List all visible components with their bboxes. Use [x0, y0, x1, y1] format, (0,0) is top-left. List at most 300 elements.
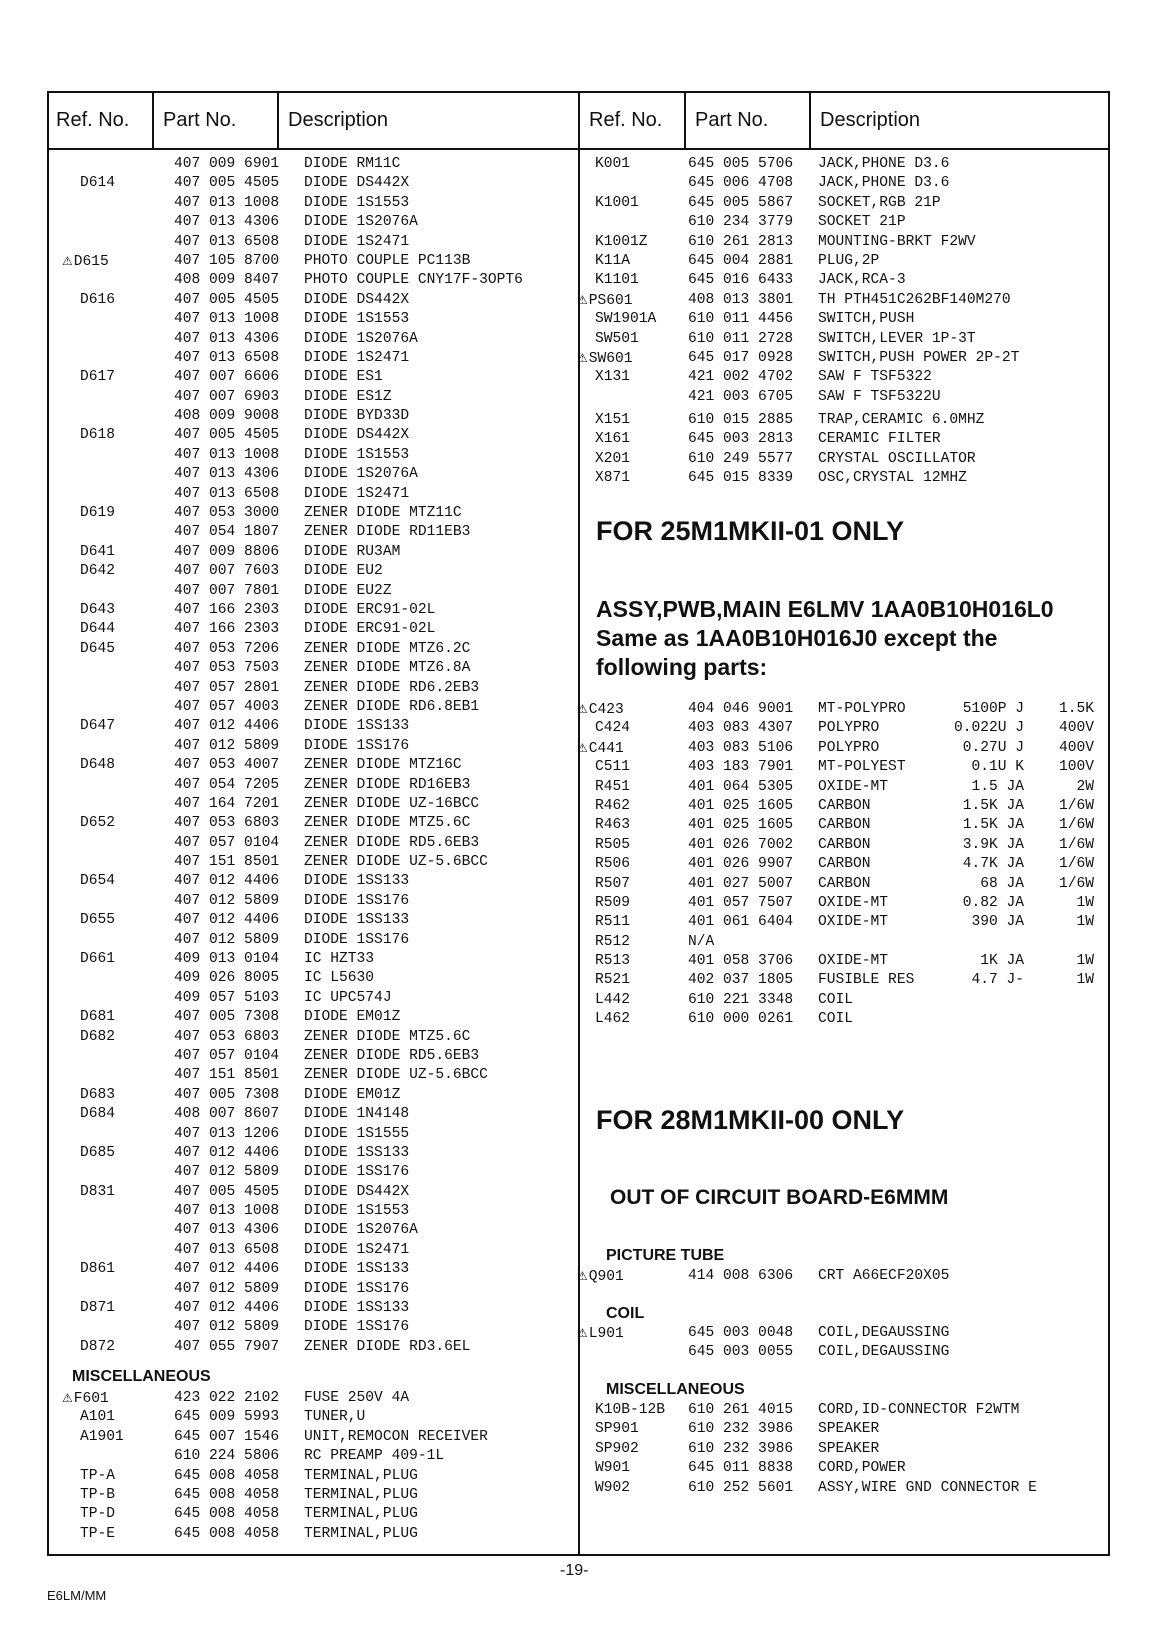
- picture-tube-list: [577, 1267, 1110, 1286]
- ref-no: [80, 814, 115, 833]
- part-no: 645 003 0055: [688, 1344, 794, 1361]
- part-row: [47, 834, 577, 853]
- part-row: [47, 523, 577, 542]
- part-row: [47, 485, 577, 504]
- part-row: [577, 739, 1110, 758]
- part-row: [47, 911, 577, 930]
- assy-line-2: Same as 1AA0B10H016J0 except the: [596, 625, 998, 651]
- part-row: [580, 411, 1110, 430]
- description: UNIT,REMOCON RECEIVER: [304, 1428, 488, 1445]
- part-no: 407 013 1008: [174, 446, 280, 463]
- ref-no-text: K11A: [595, 252, 631, 269]
- part-no: 407 012 5809: [174, 1280, 280, 1297]
- part-no: 423 022 2102: [174, 1390, 280, 1406]
- part-row: [47, 213, 577, 232]
- part-row: [47, 504, 577, 523]
- ref-no-text: W901: [595, 1460, 631, 1477]
- rating: 1W: [1076, 914, 1094, 931]
- part-no: 407 151 8501: [174, 1067, 280, 1084]
- part-row: [47, 620, 577, 639]
- ref-no: [595, 1459, 630, 1478]
- part-row: [47, 853, 577, 872]
- part-row: [577, 349, 1110, 368]
- ref-no-text: D614: [80, 175, 116, 192]
- ref-no: [80, 291, 115, 310]
- part-no: 421 002 4702: [688, 369, 794, 386]
- description: OXIDE-MT: [818, 894, 889, 911]
- description: JACK,PHONE D3.6: [818, 175, 950, 192]
- part-no: 407 012 4406: [174, 1261, 280, 1278]
- description: CRT A66ECF20X05: [818, 1268, 950, 1284]
- ref-no: [595, 1440, 639, 1459]
- description: PLUG,2P: [818, 252, 880, 269]
- part-row: [47, 252, 577, 271]
- part-row: [47, 291, 577, 310]
- part-row: [580, 952, 1110, 971]
- part-no: 645 009 5993: [174, 1409, 280, 1426]
- part-row: [47, 543, 577, 562]
- description: DIODE 1S1553: [304, 1203, 410, 1220]
- part-no: 610 234 3779: [688, 214, 794, 231]
- description: MT-POLYPRO: [818, 701, 906, 717]
- description: ZENER DIODE UZ-16BCC: [304, 795, 480, 812]
- description: DIODE 1SS133: [304, 912, 410, 929]
- ref-no-text: C441: [588, 740, 624, 757]
- ref-no-text: R507: [595, 875, 631, 892]
- description: DIODE 1SS133: [304, 718, 410, 735]
- part-row: [580, 330, 1110, 349]
- part-no: N/A: [688, 933, 715, 950]
- part-row: [47, 1280, 577, 1299]
- part-no: 610 221 3348: [688, 991, 794, 1008]
- description: PHOTO COUPLE PC113B: [304, 252, 471, 269]
- rating: 100V: [1058, 759, 1094, 776]
- part-row: [580, 310, 1110, 329]
- picture-tube-heading: PICTURE TUBE: [606, 1247, 725, 1264]
- part-no: 401 025 1605: [688, 797, 794, 814]
- part-no: 407 053 6803: [174, 1028, 280, 1045]
- part-no: 610 252 5601: [688, 1479, 794, 1496]
- part-row: [577, 1267, 1110, 1286]
- part-no: 407 053 4007: [174, 757, 280, 774]
- part-row: [47, 1066, 577, 1085]
- ref-no: [595, 1010, 630, 1029]
- ref-no-text: R513: [595, 953, 631, 970]
- description: DIODE 1SS176: [304, 931, 410, 948]
- part-no: 403 083 5106: [688, 739, 794, 756]
- part-no: 407 013 6508: [174, 349, 280, 366]
- ref-no-text: D644: [80, 621, 116, 638]
- part-row: [580, 430, 1110, 449]
- ref-no-text: D616: [80, 291, 116, 308]
- part-row: [580, 1479, 1110, 1498]
- part-no: 645 003 2813: [688, 431, 794, 448]
- ref-no: [595, 310, 656, 329]
- description: DIODE 1SS176: [304, 1164, 410, 1181]
- part-no: 407 013 1008: [174, 311, 280, 328]
- ref-no: [595, 411, 630, 430]
- description: OSC,CRYSTAL 12MHZ: [818, 470, 967, 487]
- part-row: [580, 894, 1110, 913]
- ref-no: [80, 174, 115, 193]
- part-row: [47, 465, 577, 484]
- part-row: [580, 213, 1110, 232]
- description: TERMINAL,PLUG: [304, 1467, 418, 1484]
- part-no: 407 164 7201: [174, 795, 280, 812]
- ref-no: [577, 1267, 624, 1287]
- section-28-subtitle: OUT OF CIRCUIT BOARD-E6MMM: [610, 1186, 949, 1209]
- description: IC HZT33: [304, 951, 375, 968]
- ref-no-text: L442: [595, 991, 631, 1008]
- description: TERMINAL,PLUG: [304, 1525, 418, 1542]
- ref-no-text: SW1901A: [595, 311, 657, 328]
- part-row: [47, 1144, 577, 1163]
- part-row: [47, 1525, 577, 1544]
- part-no: 409 026 8005: [174, 970, 280, 987]
- description: OXIDE-MT: [818, 778, 889, 795]
- left-misc-list: [47, 1389, 577, 1544]
- part-no: 407 057 4003: [174, 698, 280, 715]
- description: DIODE ERC91-02L: [304, 621, 436, 638]
- ref-no: [595, 875, 630, 894]
- ref-no-text: D871: [80, 1300, 116, 1317]
- part-row: [47, 1105, 577, 1124]
- assy-line-1: ASSY,PWB,MAIN E6LMV 1AA0B10H016L0: [596, 596, 1054, 622]
- description: DIODE DS442X: [304, 427, 410, 444]
- description: DIODE 1S2076A: [304, 214, 418, 231]
- part-no: 407 007 7801: [174, 582, 280, 599]
- part-row: [47, 1183, 577, 1202]
- part-no: 401 027 5007: [688, 875, 794, 892]
- right-misc-list: [580, 1401, 1110, 1498]
- rating: 2W: [1076, 778, 1094, 795]
- ref-no-text: C424: [595, 720, 631, 737]
- description: DIODE 1S2076A: [304, 466, 418, 483]
- part-no: 407 053 7206: [174, 640, 280, 657]
- part-no: 407 057 2801: [174, 679, 280, 696]
- ref-no: [80, 1144, 115, 1163]
- ref-no-text: D654: [80, 873, 116, 890]
- part-row: [580, 1401, 1110, 1420]
- description: CARBON: [818, 797, 871, 814]
- part-no: 645 006 4708: [688, 175, 794, 192]
- description: SAW F TSF5322: [818, 369, 932, 386]
- safety-warning-icon: ⚠: [62, 1391, 73, 1405]
- ref-no: [595, 368, 630, 387]
- value: 0.82 JA: [962, 894, 1024, 911]
- part-no: 407 012 4406: [174, 873, 280, 890]
- ref-no-text: D615: [73, 253, 109, 270]
- description: SOCKET 21P: [818, 214, 906, 231]
- ref-no: [80, 620, 115, 639]
- ref-no-text: R505: [595, 836, 631, 853]
- right-parts-list: [577, 155, 1110, 489]
- part-no: 401 026 7002: [688, 836, 794, 853]
- ref-no: [595, 894, 630, 913]
- description: ZENER DIODE RD16EB3: [304, 776, 471, 793]
- description: DIODE 1S1553: [304, 446, 410, 463]
- ref-no-text: D617: [80, 369, 116, 386]
- part-no: 407 012 5809: [174, 892, 280, 909]
- ref-no-text: D618: [80, 427, 116, 444]
- ref-no: [80, 1428, 124, 1447]
- part-row: [47, 1202, 577, 1221]
- description: TERMINAL,PLUG: [304, 1506, 418, 1523]
- rating: 1/6W: [1058, 836, 1094, 853]
- ref-no-text: A1901: [80, 1428, 124, 1445]
- ref-no-text: TP-D: [80, 1506, 116, 1523]
- ref-no: [80, 872, 115, 891]
- safety-warning-icon: ⚠: [577, 292, 588, 307]
- safety-warning-icon: ⚠: [62, 253, 73, 268]
- part-row: [580, 933, 1110, 952]
- part-row: [47, 1428, 577, 1447]
- ref-no-text: W902: [595, 1479, 631, 1496]
- ref-no: [595, 913, 630, 932]
- ref-no-text: R462: [595, 797, 631, 814]
- part-row: [580, 1010, 1110, 1029]
- description: TUNER,U: [304, 1409, 366, 1426]
- rating: 1.5K: [1058, 701, 1094, 717]
- ref-no: [595, 430, 630, 449]
- part-no: 407 013 4306: [174, 1222, 280, 1239]
- description: DIODE 1SS133: [304, 873, 410, 890]
- ref-no-text: K1001: [595, 194, 639, 211]
- part-no: 407 166 2303: [174, 601, 280, 618]
- part-no: 403 183 7901: [688, 759, 794, 776]
- part-row: [47, 426, 577, 445]
- part-no: 645 004 2881: [688, 252, 794, 269]
- ref-no: [80, 1028, 115, 1047]
- ref-no: [595, 758, 630, 777]
- ref-no-text: X201: [595, 450, 631, 467]
- ref-no: [80, 1086, 115, 1105]
- description: TH PTH451C262BF140M270: [818, 291, 1011, 308]
- ref-no-text: C423: [588, 702, 624, 718]
- section-25-title: FOR 25M1MKII-01 ONLY: [596, 516, 905, 546]
- description: COIL: [818, 991, 854, 1008]
- description: DIODE ES1Z: [304, 388, 392, 405]
- ref-no: [80, 543, 115, 562]
- part-row: [580, 991, 1110, 1010]
- part-row: [47, 388, 577, 407]
- header-ref-no-right: Ref. No.: [589, 108, 663, 131]
- part-no: 401 057 7507: [688, 894, 794, 911]
- part-row: [580, 1420, 1110, 1439]
- description: PHOTO COUPLE CNY17F-3OPT6: [304, 272, 523, 289]
- part-row: [47, 892, 577, 911]
- description: ASSY,WIRE GND CONNECTOR E: [818, 1479, 1037, 1496]
- ref-no: [80, 1525, 115, 1544]
- rating: 1W: [1076, 953, 1094, 970]
- description: DIODE 1SS133: [304, 1261, 410, 1278]
- part-no: 421 003 6705: [688, 388, 794, 405]
- description: DIODE 1S1555: [304, 1125, 410, 1142]
- ref-no-text: D642: [80, 563, 116, 580]
- description: DIODE 1S1553: [304, 311, 410, 328]
- safety-warning-icon: ⚠: [577, 740, 588, 755]
- rating: 1W: [1076, 894, 1094, 911]
- value: 1K JA: [980, 953, 1024, 970]
- part-no: 407 053 3000: [174, 505, 280, 522]
- part-no: 610 015 2885: [688, 412, 794, 429]
- description: ZENER DIODE MTZ6.2C: [304, 640, 471, 657]
- description: COIL: [818, 1011, 854, 1028]
- part-row: [47, 969, 577, 988]
- ref-no: [80, 504, 115, 523]
- part-no: 408 007 8607: [174, 1106, 280, 1123]
- value: 68 JA: [980, 875, 1024, 892]
- part-row: [47, 1125, 577, 1144]
- ref-no-text: TP-B: [80, 1486, 116, 1503]
- value: 0.022U J: [953, 720, 1024, 737]
- part-no: 407 005 4505: [174, 175, 280, 192]
- ref-no: [595, 971, 630, 990]
- description: MOUNTING-BRKT F2WV: [818, 233, 976, 250]
- section-25-parts-list: [577, 700, 1110, 1030]
- value: 0.1U K: [971, 759, 1024, 776]
- ref-no: [80, 1260, 115, 1279]
- part-no: 407 105 8700: [174, 252, 280, 269]
- description: POLYPRO: [818, 720, 880, 737]
- part-no: 407 013 1008: [174, 194, 280, 211]
- description: MT-POLYEST: [818, 759, 906, 776]
- part-row: [47, 1047, 577, 1066]
- ref-no-text: SP902: [595, 1440, 639, 1457]
- safety-warning-icon: ⚠: [577, 350, 588, 365]
- header-description-right: Description: [809, 91, 1109, 149]
- part-row: [580, 1440, 1110, 1459]
- part-row: [47, 174, 577, 193]
- description: SPEAKER: [818, 1421, 880, 1438]
- ref-no: [595, 719, 630, 738]
- ref-no: [80, 1408, 115, 1427]
- description: ZENER DIODE RD3.6EL: [304, 1338, 471, 1355]
- part-no: 610 011 4456: [688, 311, 794, 328]
- description: CARBON: [818, 836, 871, 853]
- value: 390 JA: [971, 914, 1024, 931]
- part-row: [47, 1505, 577, 1524]
- part-no: 401 026 9907: [688, 856, 794, 873]
- ref-no-text: D619: [80, 505, 116, 522]
- ref-no: [595, 855, 630, 874]
- part-row: [580, 233, 1110, 252]
- part-row: [47, 679, 577, 698]
- description: CRYSTAL OSCILLATOR: [818, 450, 976, 467]
- ref-no-text: TP-A: [80, 1467, 116, 1484]
- description: RC PREAMP 409-1L: [304, 1448, 445, 1465]
- part-row: [47, 814, 577, 833]
- ref-no-text: D872: [80, 1338, 116, 1355]
- coil-heading: COIL: [606, 1305, 645, 1322]
- part-row: [47, 446, 577, 465]
- part-no: 407 013 6508: [174, 233, 280, 250]
- ref-no: [577, 349, 633, 369]
- ref-no: [80, 950, 115, 969]
- ref-no-text: K10B-12B: [595, 1402, 666, 1418]
- description: COIL,DEGAUSSING: [818, 1325, 950, 1341]
- ref-no-text: X871: [595, 470, 631, 487]
- ref-no-text: R521: [595, 972, 631, 989]
- ref-no: [80, 1183, 115, 1202]
- part-no: 645 017 0928: [688, 349, 794, 366]
- assy-line-3: following parts:: [596, 654, 768, 680]
- description: CARBON: [818, 875, 871, 892]
- ref-no-text: L901: [588, 1326, 624, 1342]
- ref-no-text: R451: [595, 778, 631, 795]
- ref-no: [80, 1299, 115, 1318]
- part-no: 407 166 2303: [174, 621, 280, 638]
- description: ZENER DIODE UZ-5.6BCC: [304, 854, 488, 871]
- ref-no: [80, 1338, 115, 1357]
- ref-no: [595, 1479, 630, 1498]
- ref-no-text: D661: [80, 951, 116, 968]
- part-row: [47, 407, 577, 426]
- part-row: [580, 971, 1110, 990]
- description: DIODE ES1: [304, 369, 383, 386]
- part-no: 407 013 1008: [174, 1203, 280, 1220]
- description: IC L5630: [304, 970, 375, 987]
- ref-no: [595, 469, 630, 488]
- part-row: [47, 601, 577, 620]
- part-no: 407 005 4505: [174, 427, 280, 444]
- section-28-title: FOR 28M1MKII-00 ONLY: [596, 1105, 905, 1135]
- description: DIODE 1SS176: [304, 892, 410, 909]
- ref-no-text: K1001Z: [595, 233, 648, 250]
- description: DIODE DS442X: [304, 175, 410, 192]
- ref-no-text: D647: [80, 718, 116, 735]
- part-no: 401 058 3706: [688, 953, 794, 970]
- part-row: [580, 778, 1110, 797]
- ref-no-text: D641: [80, 543, 116, 560]
- ref-no-text: D643: [80, 601, 116, 618]
- part-row: [47, 1318, 577, 1337]
- description: TERMINAL,PLUG: [304, 1486, 418, 1503]
- part-no: 407 053 6803: [174, 815, 280, 832]
- part-no: 645 007 1546: [174, 1428, 280, 1445]
- ref-no: [595, 330, 639, 349]
- part-row: [47, 1467, 577, 1486]
- description: DIODE EU2: [304, 563, 383, 580]
- part-no: 408 009 8407: [174, 272, 280, 289]
- header-part-no-left: Part No.: [152, 91, 277, 149]
- description: CORD,ID-CONNECTOR F2WTM: [818, 1402, 1020, 1418]
- description: DIODE ERC91-02L: [304, 601, 436, 618]
- part-row: [47, 931, 577, 950]
- description: CORD,POWER: [818, 1460, 906, 1477]
- part-no: 401 025 1605: [688, 817, 794, 834]
- part-row: [47, 717, 577, 736]
- description: OXIDE-MT: [818, 914, 889, 931]
- part-row: [47, 271, 577, 290]
- part-no: 407 053 7503: [174, 660, 280, 677]
- part-row: [47, 349, 577, 368]
- ref-no: [80, 1105, 115, 1124]
- part-no: 407 054 1807: [174, 524, 280, 541]
- ref-no: [595, 836, 630, 855]
- part-row: [47, 872, 577, 891]
- description: DIODE 1S2076A: [304, 1222, 418, 1239]
- part-no: 645 005 5867: [688, 194, 794, 211]
- part-no: 407 054 7205: [174, 776, 280, 793]
- part-no: 414 008 6306: [688, 1268, 794, 1284]
- description: JACK,PHONE D3.6: [818, 156, 950, 172]
- part-row: [47, 698, 577, 717]
- value: 4.7K JA: [962, 856, 1024, 873]
- ref-no-text: X151: [595, 412, 631, 429]
- part-row: [47, 640, 577, 659]
- part-no: 407 013 6508: [174, 1241, 280, 1258]
